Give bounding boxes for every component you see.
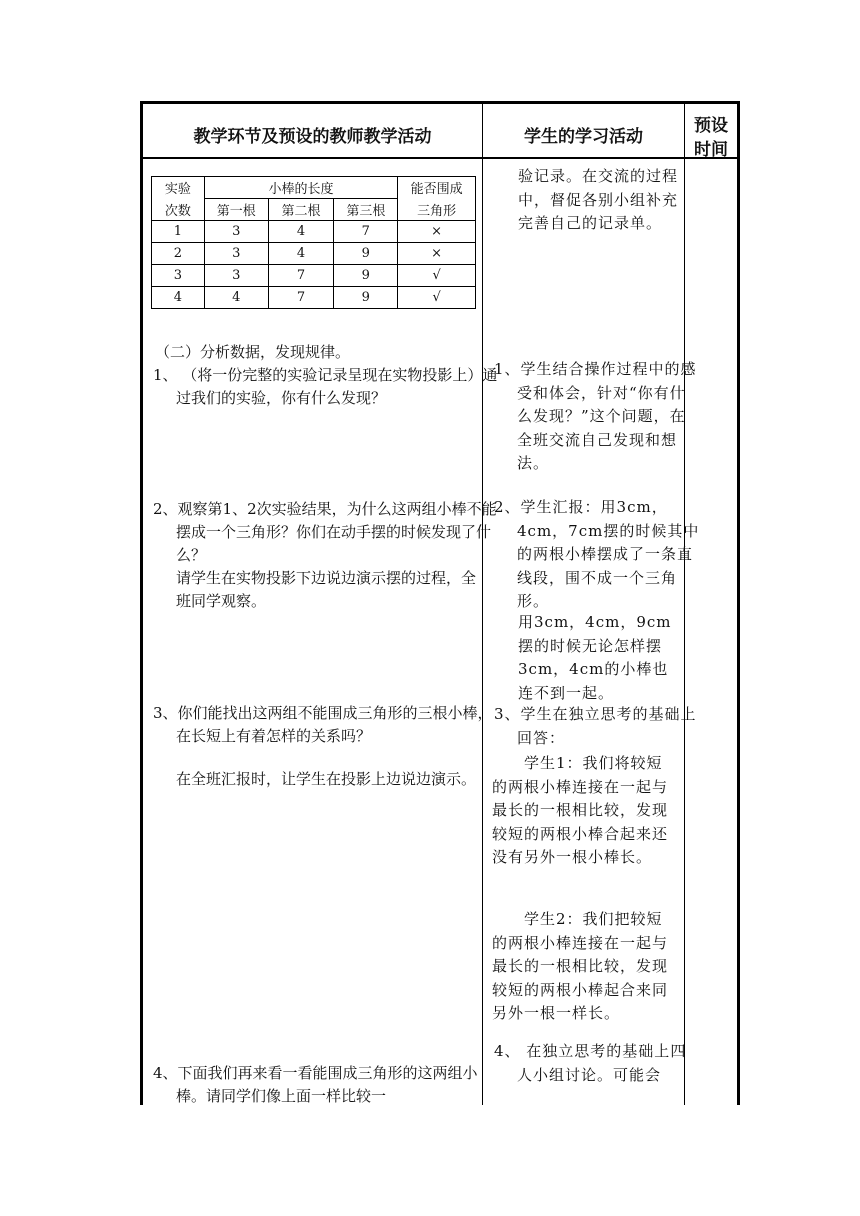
cell-second: 4 (268, 243, 334, 265)
teacher-item-3-note: 在全班汇报时，让学生在投影上边说边演示。 (176, 770, 477, 788)
header-time-line1: 预设 (694, 116, 728, 136)
cell-second: 7 (268, 287, 334, 309)
header-stick-length: 小棒的长度 (204, 177, 397, 199)
cell-third: 7 (334, 221, 398, 243)
table-subheader-row (152, 199, 476, 221)
table-row (152, 243, 476, 265)
cell-third: 9 (334, 265, 398, 287)
table-row (152, 265, 476, 287)
header-teacher-activity: 教学环节及预设的教师教学活动 (193, 127, 432, 147)
cell-first: 3 (204, 243, 268, 265)
header-time-line2: 时间 (694, 140, 728, 160)
experiment-record-table (151, 176, 476, 309)
student-item-3: 3、学生在独立思考的基础上回答： (494, 705, 697, 747)
header-third-stick: 第三根 (334, 199, 398, 221)
student-item-2: 2、学生汇报：用3cm，4cm，7cm摆的时候其中的两根小棒摆成了一条直线段，围不成一个三角形。 (494, 498, 700, 610)
cell-result: × (398, 243, 476, 265)
header-first-stick: 第一根 (204, 199, 268, 221)
teacher-item-1: 1、 （将一份完整的实验记录呈现在实物投影上）通过我们的实验，你有什么发现？ (153, 366, 498, 407)
cell-second: 7 (268, 265, 334, 287)
cell-first: 3 (204, 221, 268, 243)
header-bottom-border (140, 157, 740, 159)
teacher-item-3: 3、你们能找出这两组不能围成三角形的三根小棒，在长短上有着怎样的关系吗？ (153, 704, 493, 745)
teacher-item-4: 4、下面我们再来看一看能围成三角形的这两组小棒。请同学们像上面一样比较一 (153, 1064, 478, 1105)
cell-trial: 3 (152, 265, 205, 287)
header-second-stick: 第二根 (268, 199, 334, 221)
frame-top-border (140, 101, 740, 104)
table-row (152, 221, 476, 243)
student-answer-1: 学生1：我们将较短的两根小棒连接在一起与最长的一根相比较，发现较短的两根小棒合起来还没有另外一根小棒长。 (492, 754, 669, 866)
header-trial: 实验 (152, 177, 205, 199)
section-heading: （二）分析数据，发现规律。 (155, 343, 351, 361)
header-student-activity: 学生的学习活动 (524, 127, 643, 147)
header-can-form-2: 三角形 (398, 199, 476, 221)
teacher-item-2: 2、观察第1、2次实验结果，为什么这两组小棒不能摆成一个三角形？你们在动手摆的时候发现了什么？ (153, 500, 497, 564)
frame-left-border (140, 101, 143, 1105)
student-item-4: 4、 在独立思考的基础上四人小组讨论。可能会 (494, 1042, 687, 1084)
cell-third: 9 (334, 287, 398, 309)
cell-result: √ (398, 287, 476, 309)
column-divider-1 (482, 101, 483, 1105)
cell-first: 3 (204, 265, 268, 287)
table-row (152, 287, 476, 309)
table-header-row (152, 177, 476, 199)
header-can-form: 能否围成 (398, 177, 476, 199)
cell-second: 4 (268, 221, 334, 243)
cell-trial: 2 (152, 243, 205, 265)
teacher-item-2-note: 请学生在实物投影下边说边演示摆的过程，全班同学观察。 (176, 569, 477, 610)
cell-first: 4 (204, 287, 268, 309)
cell-third: 9 (334, 243, 398, 265)
student-text-0: 验记录。在交流的过程中，督促各别小组补充完善自己的记录单。 (518, 167, 679, 232)
student-answer-2: 学生2：我们把较短的两根小棒连接在一起与最长的一根相比较，发现较短的两根小棒起合来同另外一根一样长。 (492, 910, 669, 1022)
cell-result: × (398, 221, 476, 243)
cell-result: √ (398, 265, 476, 287)
header-trial-2: 次数 (152, 199, 205, 221)
student-item-1: 1、学生结合操作过程中的感受和体会，针对“你有什么发现？”这个问题，在全班交流自己发现和想法。 (494, 360, 697, 472)
student-item-2-b: 用3cm，4cm，9cm摆的时候无论怎样摆3cm，4cm的小棒也连不到一起。 (518, 613, 672, 702)
cell-trial: 1 (152, 221, 205, 243)
cell-trial: 4 (152, 287, 205, 309)
frame-right-border (737, 101, 740, 1105)
